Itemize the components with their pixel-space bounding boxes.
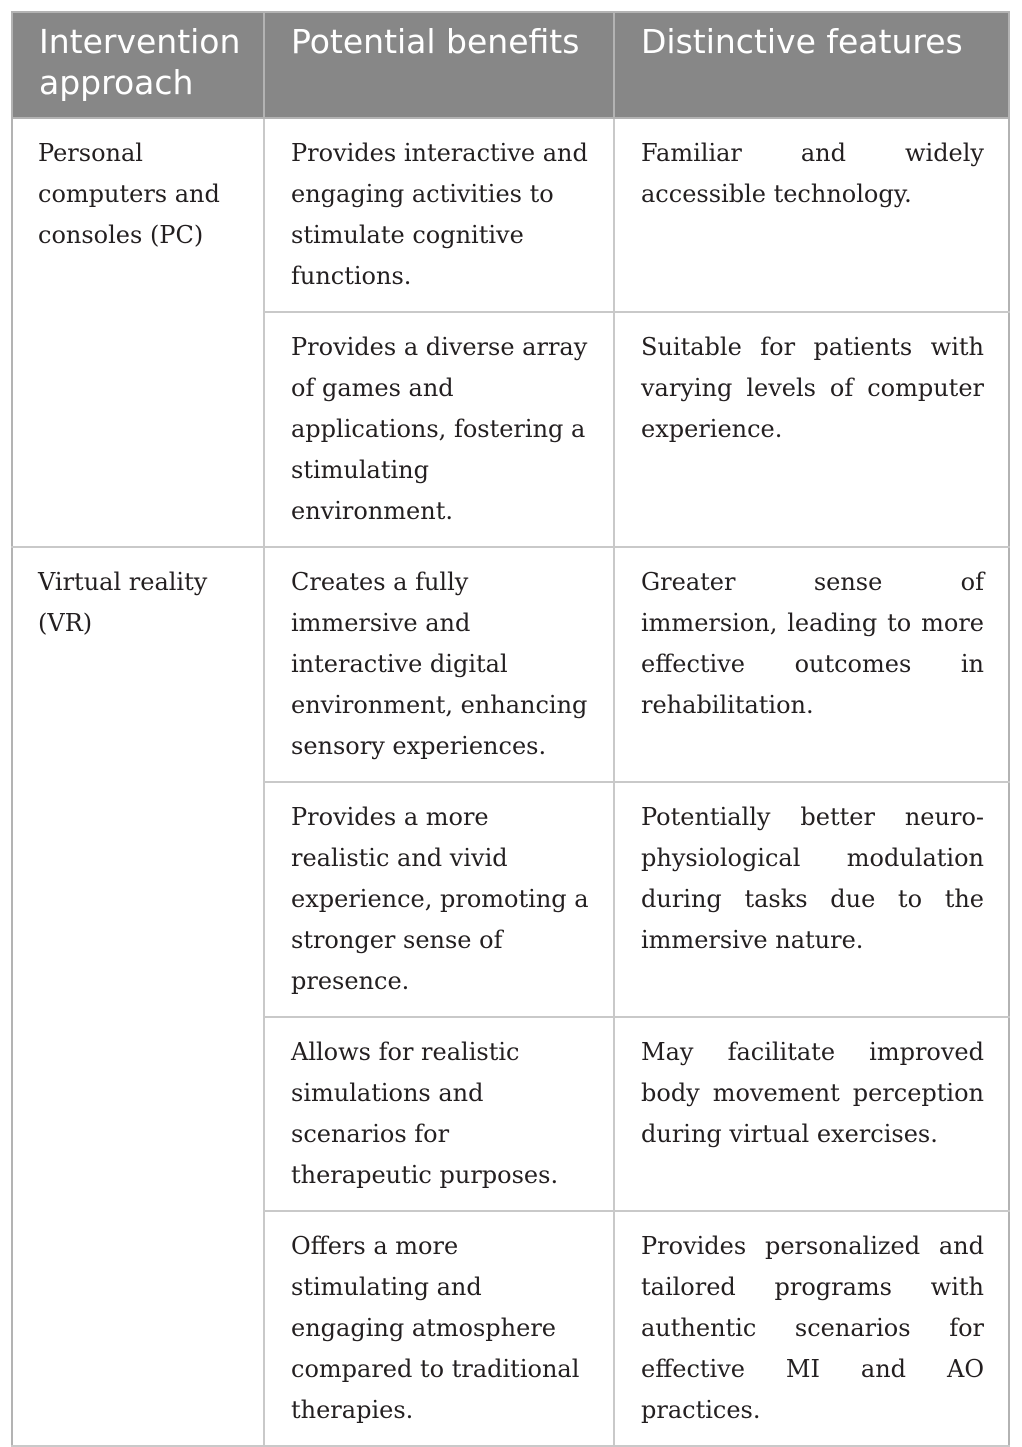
approach-cell-vr: Virtual reality (VR) bbox=[12, 547, 264, 1446]
feature-cell: May facilitate improved body movement perception during virtual exercises. bbox=[614, 1017, 1009, 1211]
benefit-cell: Creates a fully immersive and interactive digital environment, enhancing sensory experiences. bbox=[264, 547, 614, 782]
header-intervention-approach: Intervention approach bbox=[12, 12, 264, 118]
approach-cell-pc: Personal computers and consoles (PC) bbox=[12, 118, 264, 547]
benefit-cell: Offers a more stimulating and engaging atmosphere compared to traditional therapies. bbox=[264, 1211, 614, 1446]
benefit-cell: Provides a more realistic and vivid experience, promoting a stronger sense of presence. bbox=[264, 782, 614, 1017]
header-distinctive-features: Distinctive features bbox=[614, 12, 1009, 118]
header-potential-benefits: Potential benefits bbox=[264, 12, 614, 118]
header-row bbox=[12, 12, 1009, 118]
feature-cell: Potentially better neuro-physiological modulation during tasks due to the immersive nature. bbox=[614, 782, 1009, 1017]
feature-cell: Familiar and widely accessible technology. bbox=[614, 118, 1009, 312]
benefit-cell: Allows for realistic simulations and scenarios for therapeutic purposes. bbox=[264, 1017, 614, 1211]
benefit-cell: Provides interactive and engaging activities to stimulate cognitive functions. bbox=[264, 118, 614, 312]
table-row bbox=[12, 118, 1009, 312]
feature-cell: Greater sense of immersion, leading to more effective outcomes in rehabilitation. bbox=[614, 547, 1009, 782]
benefit-cell: Provides a diverse array of games and applications, fostering a stimulating environment. bbox=[264, 312, 614, 547]
table-row bbox=[12, 547, 1009, 782]
interventions-table bbox=[11, 11, 1010, 1447]
feature-cell: Suitable for patients with varying levels of computer experience. bbox=[614, 312, 1009, 547]
feature-cell: Provides personalized and tailored programs with authentic scenarios for effective MI and AO practices. bbox=[614, 1211, 1009, 1446]
